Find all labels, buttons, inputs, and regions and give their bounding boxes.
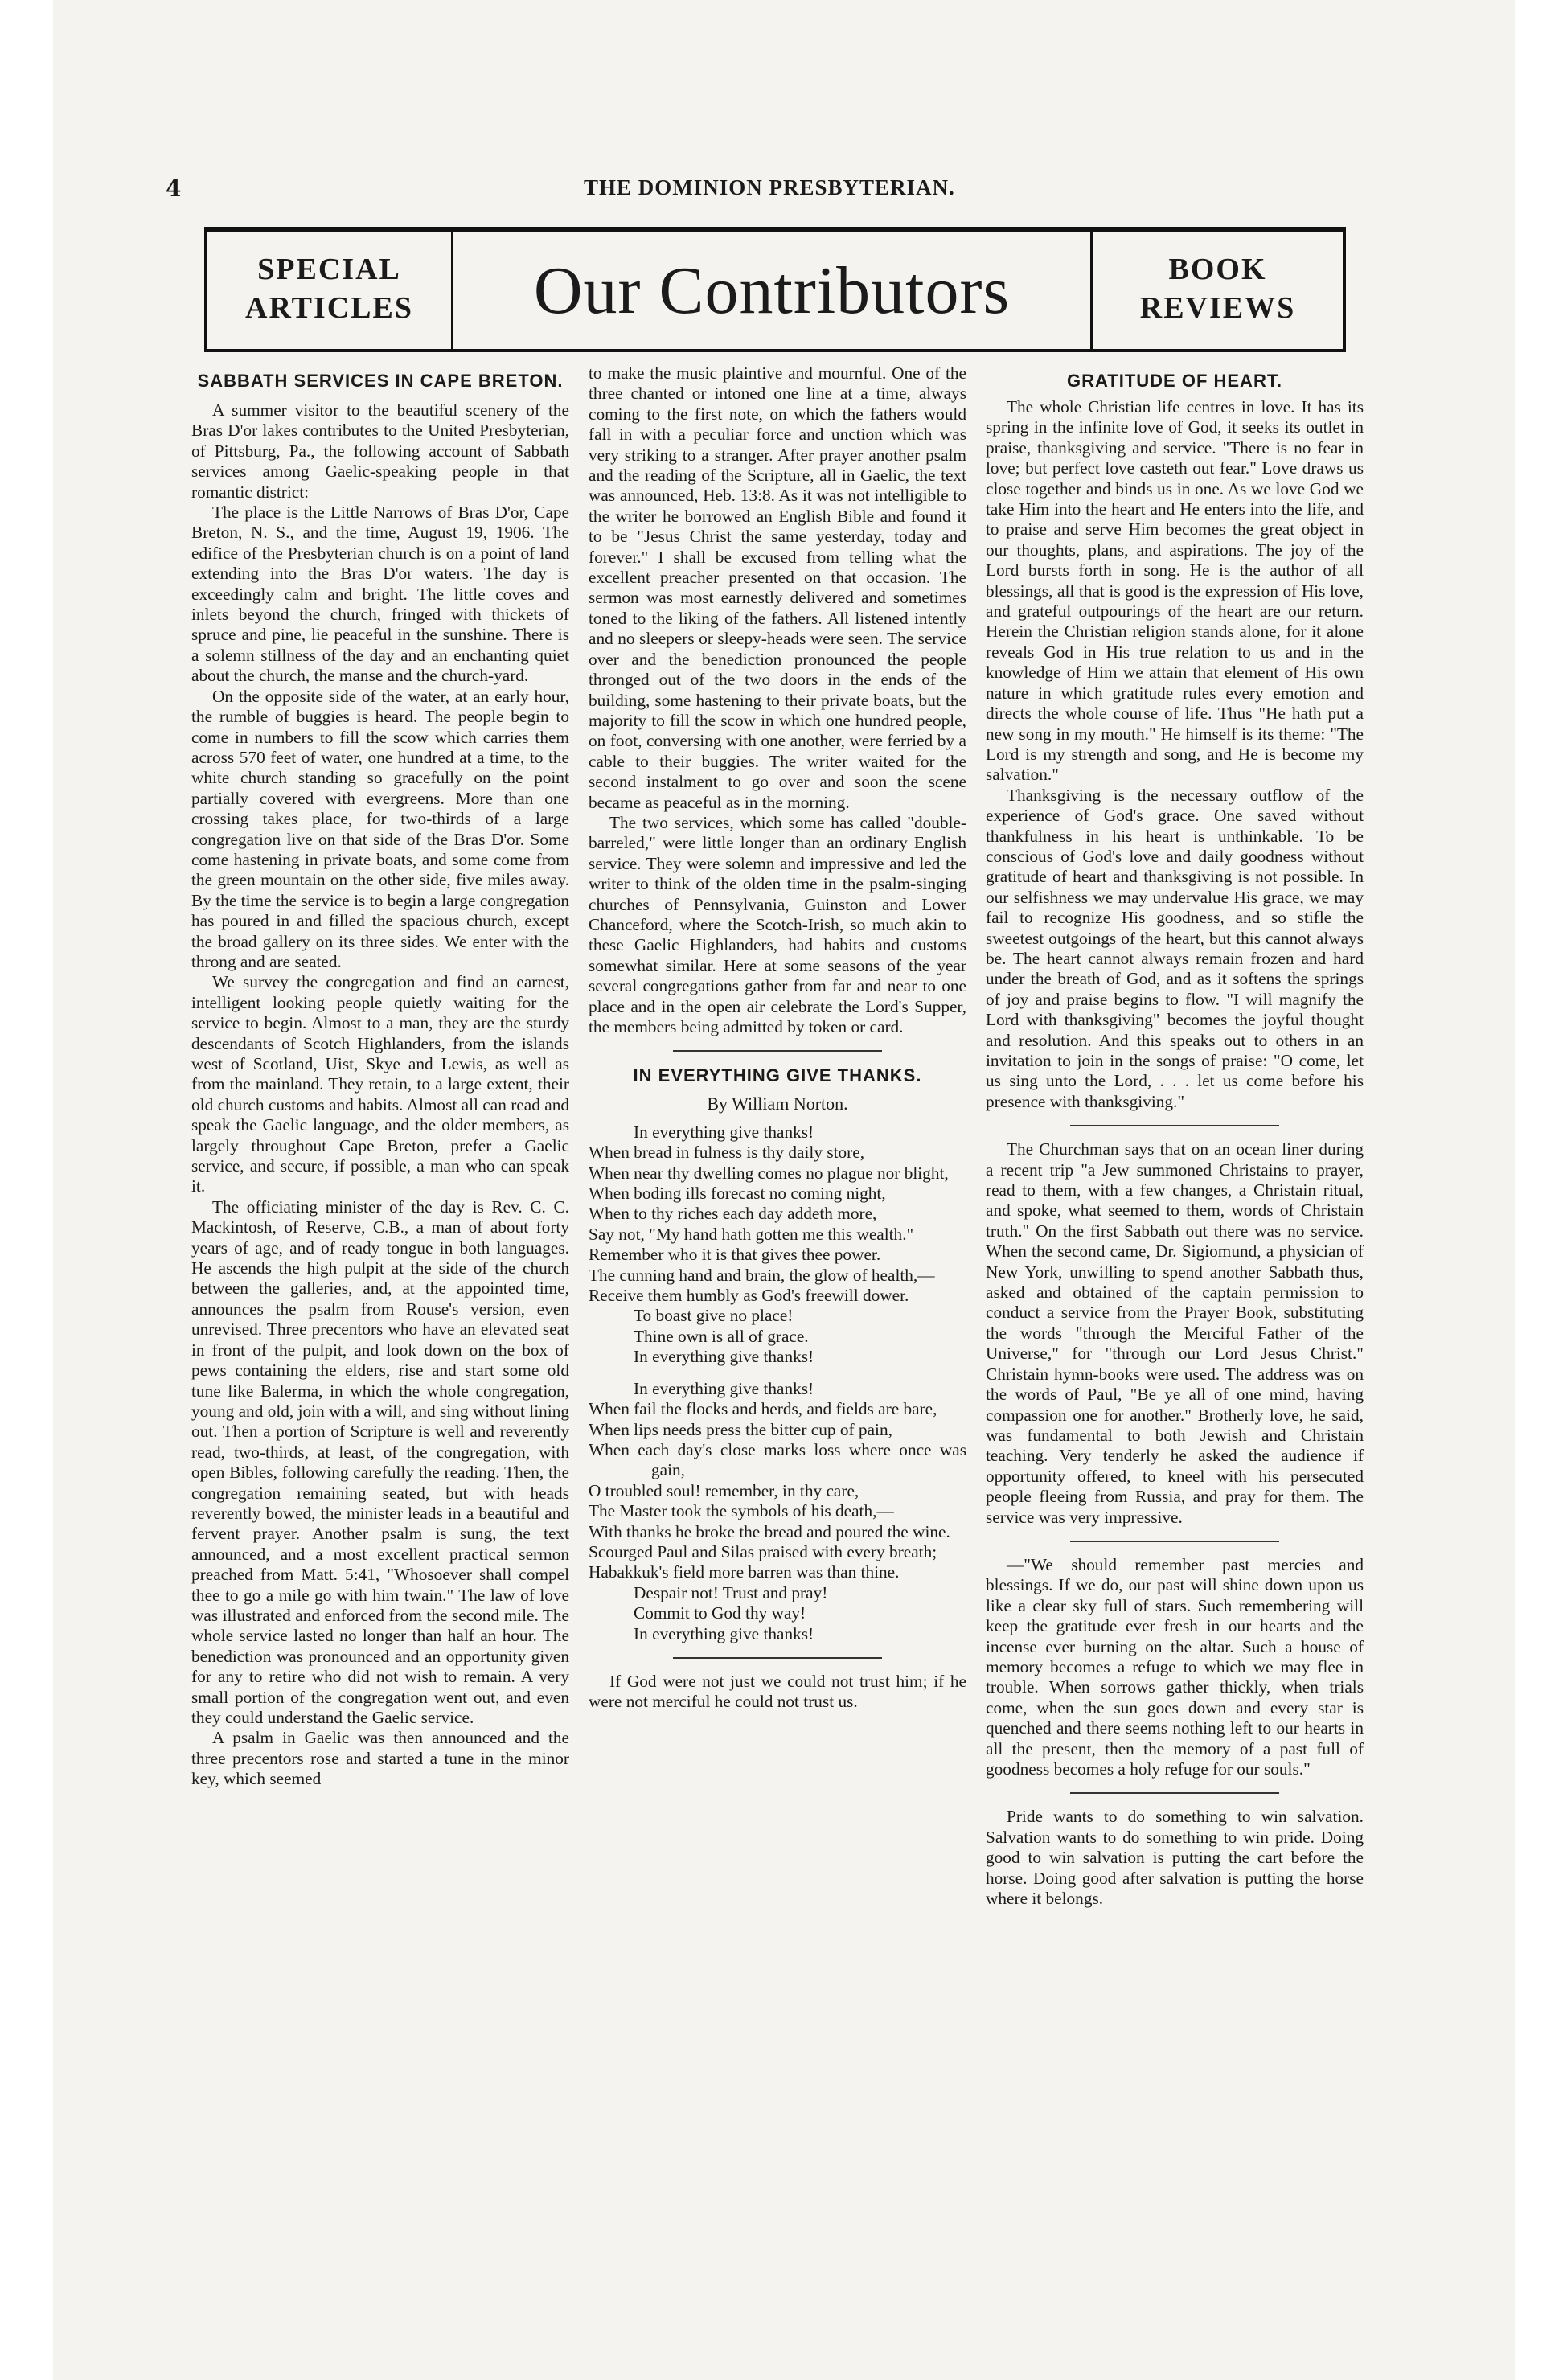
poem-line: Scourged Paul and Silas praised with every breath;	[589, 1541, 937, 1561]
poem-line: The Master took the symbols of his death,—	[589, 1501, 894, 1521]
poem-line: In everything give thanks!	[634, 1122, 814, 1142]
poem-title: IN EVERYTHING GIVE THANKS.	[633, 1065, 922, 1086]
section-divider	[673, 1050, 882, 1052]
pride-paragraph: Pride wants to do something to win salvation. Salvation wants to do something to win pride. Doing good to win salvation is putting the cart before the horse. Doing good after salvation is putting the horse where it belongs.	[986, 1807, 1364, 1909]
section-divider	[673, 1657, 882, 1659]
poem-body	[589, 1122, 966, 1644]
poem-line: When near thy dwelling comes no plague nor blight,	[589, 1163, 949, 1183]
sabbath-paragraph: A summer visitor to the beautiful scenery of the Bras D'or lakes contributes to the United Presbyterian, of Pittsburg, Pa., the following account of Sabbath services among Gaelic-speaking people in that romantic district:	[191, 400, 569, 502]
poem-line: When boding ills forecast no coming night,	[589, 1184, 886, 1204]
articles-label: ARTICLES	[245, 291, 413, 325]
poem-line: To boast give no place!	[634, 1306, 794, 1326]
poem-line: With thanks he broke the bread and poured the wine.	[589, 1521, 950, 1541]
churchman-paragraph: The Churchman says that on an ocean liner during a recent trip "a Jew summoned Christains to prayer, read to them, with a few changes, a Christain ritual, and spoke, what seemed to them, words of Christain truth." On the first Sabbath out there was no service. When the second came, Dr. Sigiomund, a physician of New York, unwilling to spend another Sabbath thus, asked and obtained of the captain permission to conduct a service from the Prayer Book, substituting the words "through the Merciful Father of the Universe," for "through our Lord Jesus Christ." Christain hymn-books were used. The address was on the words of Paul, "Be ye all of one mind, having compassion one for another." Brotherly love, he said, was fundamental to both Jewish and Christain teaching. Very tenderly he asked the audience if opportunity offered, to kneel with his persecuted people fleeing from Russia, and pray for them. The service was very impressive.	[986, 1139, 1364, 1527]
poem-line: Commit to God thy way!	[634, 1603, 806, 1623]
sabbath-paragraph: The officiating minister of the day is Rev. C. C. Mackintosh, of Reserve, C.B., a man of about forty years of age, and of ready tongue in both languages. He ascends the high pulpit at the side of the church between the galleries, and, at the appointed time, announces the psalm from Rouse's version, even unrevised. Three precentors who have an elevated seat in front of the pulpit, and look down on the box of pews containing the elders, rise and start some old tune like Balerma, in which the whole congregation, young and old, join with a will, and sing without lining out. Then a portion of Scripture is well and reverently read, two-thirds, at least, of the congregation, with open Bibles, following carefully the reading. Then, the congregation remaining seated, but with heads reverently bowed, the minister leads in a beautiful and fervent prayer. Another psalm is sung, the text announced, and a most excellent practical sermon preached from Matt. 5:41, "Whosoever shall compel thee to go a mile go with him twain." The law of love was illustrated and enforced from the second mile. The whole service lasted no longer than half an hour. The benediction was pronounced and an opportunity given for any to retire who did not wish to remain. A very small portion of the congregation went out, and even they could understand the Gaelic service.	[191, 1196, 569, 1727]
gratitude-article-title: GRATITUDE OF HEART.	[1067, 371, 1282, 391]
publication-title: THE DOMINION PRESBYTERIAN.	[584, 175, 955, 199]
poem-line: O troubled soul! remember, in thy care,	[589, 1480, 859, 1500]
column-3	[986, 370, 1364, 1909]
sabbath-paragraph: We survey the congregation and find an earnest, intelligent looking people quietly waiting for the service to begin. Almost to a man, they are the sturdy descendants of Scotch Highlanders, from the islands west of Scotland, Uist, Skye and Lewis, as well as from the mainland. They retain, to a large extent, their old church customs and habits. Almost all can read and speak the Gaelic language, and the older members, as largely throughout Cape Breton, prefer a Gaelic service, and secure, if possible, a man who can speak it.	[191, 972, 569, 1196]
section-masthead	[204, 227, 1346, 352]
section-divider	[1070, 1541, 1279, 1542]
poem-footnote: If God were not just we could not trust him; if he were not merciful he could not trust us.	[589, 1671, 966, 1712]
special-label: SPECIAL	[257, 252, 401, 286]
poem-line: The cunning hand and brain, the glow of health,—	[589, 1265, 935, 1285]
section-divider	[1070, 1125, 1279, 1126]
reviews-label: REVIEWS	[1139, 291, 1296, 325]
mercies-paragraph: —"We should remember past mercies and blessings. If we do, our past will shine down upon us like a clear sky full of stars. Such remembering will keep the gratitude ever fresh in our hearts and the incense ever burning on the altar. Such a house of memory becomes a refuge to which we may flee in trouble. When sorrows gather thickly, when trials come, when the sun goes down and every star is quenched and there seems nothing left to our hearts in all the present, then the memory of a past full of goodness becomes a holy refuge for our souls."	[986, 1554, 1364, 1779]
poem-line: When lips needs press the bitter cup of pain,	[589, 1419, 892, 1439]
special-articles-box	[207, 232, 453, 349]
sabbath-paragraph: On the opposite side of the water, at an early hour, the rumble of buggies is heard. The people begin to come in numbers to fill the scow which carries them across 570 feet of water, one hundred at a time, to the white church standing so gracefully on the point partially covered with evergreens. More than one crossing takes place, for two-thirds of a large congregation live on that side of the Bras D'or. Some come hastening in private boats, and some come from the green mountain on the other side, five miles away. By the time the service is to begin a large congregation has poured in and filled the spacious church, except the broad gallery on its three sides. We enter with the throng and are seated.	[191, 686, 569, 971]
gratitude-paragraph: Thanksgiving is the necessary outflow of the experience of God's grace. One saved without thankfulness in his heart is unthinkable. To be conscious of God's love and daily goodness without gratitude of heart and thanksgiving is not possible. In our selfishness we may undervalue His grace, we may fail to recognize His goodness, and so stifle the sweetest outgoings of the heart, but this cannot always be. The heart cannot always remain frozen and hard under the breath of God, and as it softens the springs of joy and praise begins to flow. "I will magnify the Lord with thanksgiving" becomes the joyful thought and resolution. And this speaks out to others in an invitation to join in the songs of praise: "O come, let us sing unto the Lord, . . . let us come before his presence with thanksgiving."	[986, 785, 1364, 1111]
book-label: BOOK	[1168, 252, 1267, 286]
poem-line: When bread in fulness is thy daily store,	[589, 1143, 865, 1163]
poem-line: Say not, "My hand hath gotten me this wealth."	[589, 1224, 914, 1244]
poem-line: Despair not! Trust and pray!	[634, 1582, 828, 1602]
poem-line: When each day's close marks loss where once was gain,	[589, 1439, 966, 1480]
running-head	[166, 175, 1388, 207]
page-number: 4	[166, 175, 182, 202]
section-divider	[1070, 1792, 1279, 1794]
poem-stanza	[589, 1122, 966, 1368]
poem-line: In everything give thanks!	[634, 1623, 814, 1643]
poem-line: In everything give thanks!	[634, 1347, 814, 1367]
sabbath-paragraph: The place is the Little Narrows of Bras D'or, Cape Breton, N. S., and the time, August 19, 1906. The edifice of the Presbyterian church is on a point of land extending into the Bras D'or waters. The day is exceedingly calm and bright. The little coves and inlets beyond the church, fringed with thickets of spruce and pine, lie peaceful in the sunshine. There is a solemn stillness of the day and an enchanting quiet about the church, the manse and the church-yard.	[191, 503, 569, 686]
sabbath-paragraph: A psalm in Gaelic was then announced and the three precentors rose and started a tune in the minor key, which seemed	[191, 1728, 569, 1789]
book-reviews-box	[1090, 232, 1343, 349]
column-1	[191, 370, 569, 1790]
gratitude-paragraph: The whole Christian life centres in love. It has its spring in the infinite love of God, it seeks its outlet in praise, thanksgiving and service. "There is no fear in love; but perfect love casteth out fear." Love draws us close together and binds us in one. As we love God we take Him into the heart and He enters into the life, and to praise and serve Him becomes the great object in our thoughts, plans, and aspirations. The joy of the Lord bursts forth in song. He is the author of all blessings, all that is good is the expression of His love, and grateful outpourings of the heart are our return. Herein the Christian religion stands alone, for it alone reveals God in His true relation to us and in the knowledge of Him we attain that element of His own nature in which gratitude rules every emotion and directs the whole course of life. Thus "He hath put a new song in my mouth." He himself is its theme: "The Lord is my strength and song, and He is become my salvation."	[986, 397, 1364, 785]
poem-byline: By William Norton.	[707, 1094, 848, 1114]
poem-stanza	[589, 1379, 966, 1644]
sabbath-article-title: SABBATH SERVICES IN CAPE BRETON.	[197, 371, 564, 391]
section-title: Our Contributors	[533, 252, 1011, 328]
column-2	[589, 363, 966, 1713]
poem-line: Habakkuk's field more barren was than thine.	[589, 1562, 900, 1582]
poem-line: Receive them humbly as God's freewill dower.	[589, 1286, 909, 1306]
poem-line: Remember who it is that gives thee power.	[589, 1245, 881, 1265]
sabbath-paragraph-continued: to make the music plaintive and mournful. One of the three chanted or intoned one line at a time, always coming to the first note, on which the fathers would fall in with a peculiar force and unction which was very striking to a stranger. After prayer another psalm and the reading of the Scripture, all in Gaelic, the text was announced, Heb. 13:8. As it was not intelligible to the writer he borrowed an English Bible and found it to be "Jesus Christ the same yesterday, today and forever." I shall be excused from telling what the excellent preacher presented on that occasion. The sermon was most earnestly delivered and sometimes toned to the liking of the fathers. All listened intently and no sleepers or sleepy-heads were seen. The service over and the benediction pronounced the people thronged out of the two doors in the ends of the building, some hastening to their private boats, but the majority to fill the scow in which one hundred people, on foot, conversing with one another, were ferried by a cable to their buggies. The writer waited for the second instalment to go over and soon the scene became as peaceful as in the morning.	[589, 363, 966, 812]
poem-line: In everything give thanks!	[634, 1378, 814, 1398]
poem-line: When fail the flocks and herds, and fields are bare,	[589, 1399, 937, 1419]
poem-line: Thine own is all of grace.	[634, 1326, 809, 1346]
sabbath-paragraph: The two services, which some has called "double-barreled," were little longer than an ordinary English service. They were solemn and impressive and led the writer to think of the olden time in the psalm-singing churches of Pennsylvania, Guinston and Lower Chanceford, where the Scotch-Irish, so much akin to these Gaelic Highlanders, had habits and customs somewhat similar. Here at some seasons of the year several congregations gather from far and near to one place and in the open air celebrate the Lord's Supper, the members being admitted by token or card.	[589, 812, 966, 1036]
poem-line: When to thy riches each day addeth more,	[589, 1204, 877, 1224]
